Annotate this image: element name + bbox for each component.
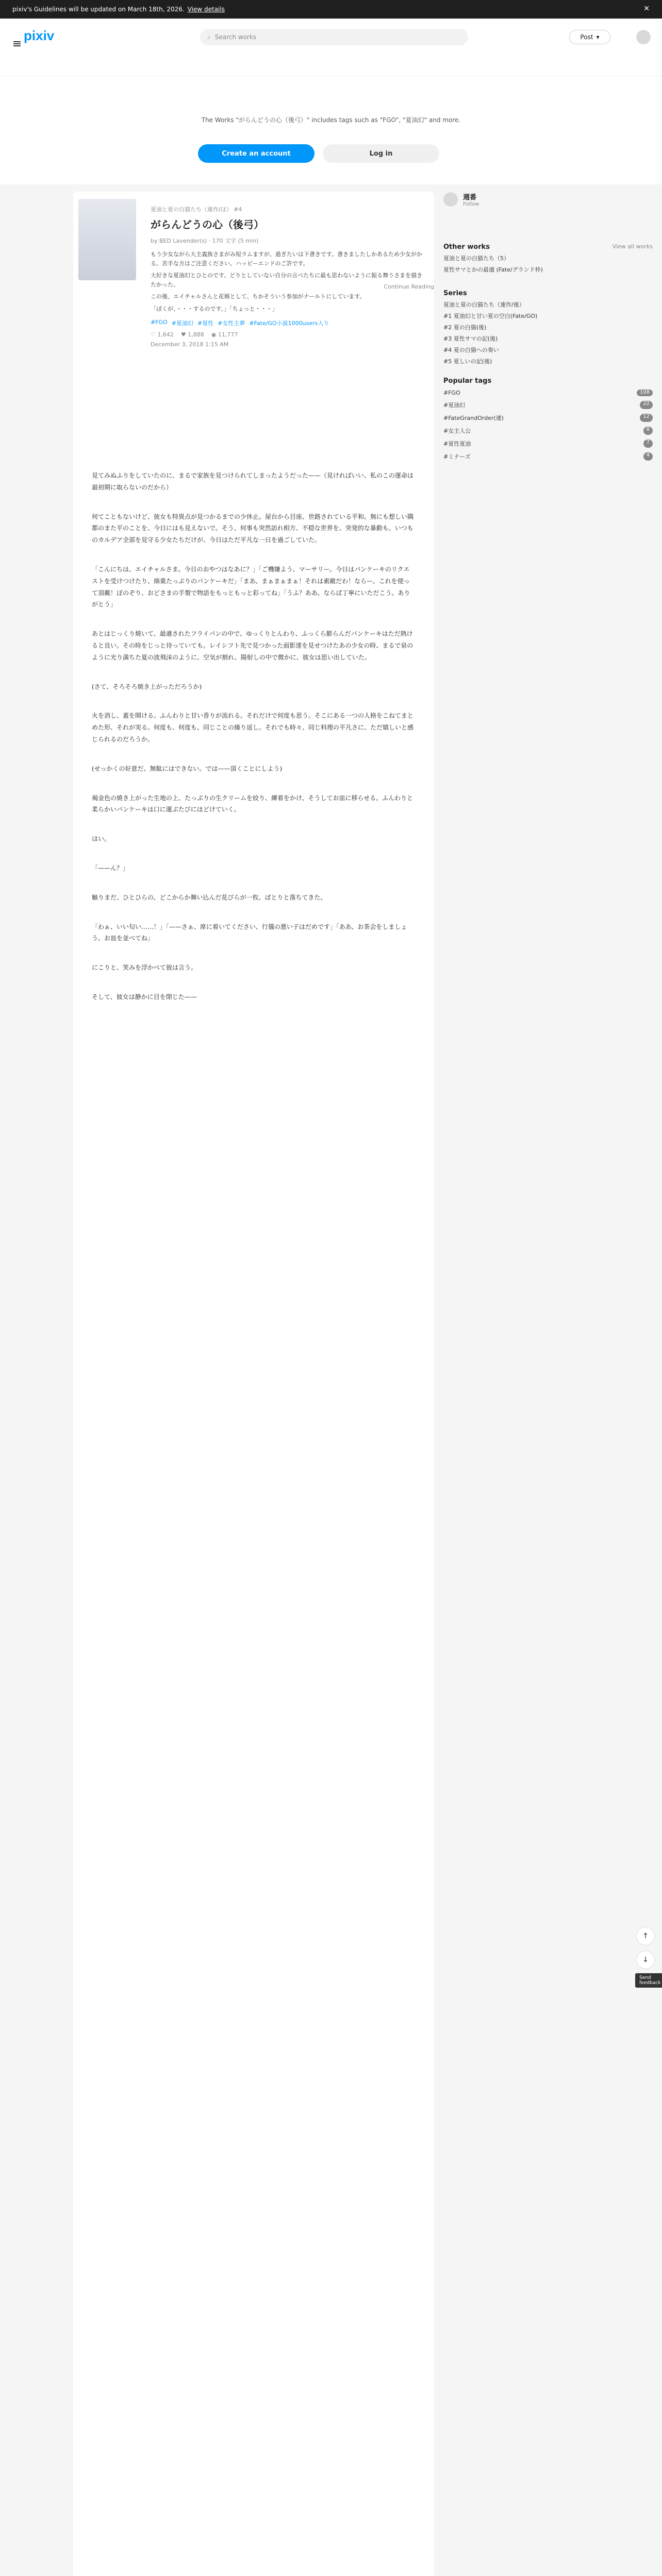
novel-paragraph: 火を消し、蓋を開ける。ふんわりと甘い香りが流れる。それだけで何度も思う。そこにある一つの人格をこねてまとめた形、それが実る。何度も、何度も、同じことの繰り返し。それでも時々、同じ料理の平凡さに、ただ嬉しいと感じられるのだろうか。 [92, 712, 414, 743]
likes-value: 1,642 [157, 331, 174, 338]
novel-paragraph: 褐金色の焼き上がった生地の上、たっぷりの生クリームを絞り、練着をかけ、そうしてお皿に移らせる。ふんわりと柔らかいパンケーキは口に運ぶたびにほどけていく。 [92, 794, 413, 814]
main-area [0, 184, 662, 2576]
chevron-down-icon: ▾ [596, 33, 600, 41]
other-works-section [443, 243, 653, 274]
tag-row[interactable] [443, 414, 653, 422]
signup-tagline: The Works "がらんどうの心（後弓）" includes tags such as "FGO", "夏油幻" and more. [201, 116, 461, 124]
series-item[interactable]: #1 夏油幻と甘い夏の空白(Fate/GO) [443, 313, 538, 319]
continue-reading-link[interactable]: Continue Reading [384, 283, 434, 290]
novel-paragraph: 見てみぬふりをしていたのに、まるで家族を見つけられてしまったようだった——（見ければいい、私のこの運命は最初期に取らないのだから） [92, 472, 413, 491]
tag-link[interactable]: #夏性 [197, 319, 214, 327]
author-block[interactable] [443, 192, 479, 207]
series-item[interactable]: #3 夏性サマの記(後) [443, 335, 498, 342]
banner-text: pixiv's Guidelines will be updated on March 18th, 2026. [12, 6, 185, 13]
views-value: 11,777 [218, 331, 238, 338]
close-icon[interactable]: ✕ [643, 5, 650, 13]
work-stats [151, 331, 424, 338]
tag-row[interactable] [443, 439, 653, 448]
send-feedback-button[interactable]: Send feedback [635, 1973, 662, 1988]
search-input[interactable] [200, 29, 468, 45]
novel-cover-image[interactable] [78, 199, 136, 280]
user-avatar[interactable] [636, 30, 651, 44]
novel-paragraph: そして、彼女は静かに目を閉じた—— [92, 993, 197, 1001]
publish-date: December 3, 2018 1:15 AM [151, 341, 229, 348]
series-item[interactable]: #4 夏の白猫への奏い [443, 347, 499, 353]
novel-paragraph: (さて、そろそろ焼き上がっただろうか) [92, 683, 202, 690]
tag-count: 108 [637, 389, 653, 396]
scroll-down-icon[interactable]: ↓ [636, 1951, 655, 1969]
novel-paragraph: (せっかくの好意だ、無駄にはできない。では——頂くことにしよう) [92, 765, 283, 772]
tag-count: 8 [643, 427, 653, 435]
bookmarks-count: ♥ 1,888 [180, 331, 204, 338]
tags-section [443, 377, 653, 461]
novel-paragraph: 触りまだ、ひとひらの、どこからか舞い込んだ花びらが一枚、ぱとりと落ちてきた。 [92, 893, 327, 901]
tag-link[interactable]: #女性主夢 [218, 319, 245, 327]
create-account-button[interactable]: Create an account [198, 144, 315, 163]
author-name[interactable]: 週番 [463, 194, 477, 201]
tag-count: 22 [640, 401, 653, 409]
search-placeholder: Search works [214, 33, 257, 41]
novel-paragraph: はい。 [92, 835, 111, 843]
sidebar [443, 192, 660, 1222]
tag-name[interactable]: #夏性夏油 [443, 440, 471, 447]
floating-scroll-buttons [636, 1927, 659, 1974]
likes-count: ♡ 1,642 [151, 331, 174, 338]
views-count: ◉ 11,777 [211, 331, 238, 338]
post-button[interactable] [569, 30, 610, 44]
other-work-link[interactable]: 夏性サマとかの最適 (Fate/グランド枠) [443, 266, 543, 273]
tag-row[interactable] [443, 401, 653, 409]
series-item[interactable]: #5 夏しいの記(後) [443, 358, 492, 365]
author-avatar[interactable] [443, 192, 458, 207]
signup-panel [0, 76, 662, 184]
caption-line: 「ぼくが、・・・するのです。」「ちょっと・・・」 [151, 305, 278, 312]
pixiv-logo[interactable] [12, 28, 54, 44]
follow-button[interactable]: Follow [463, 201, 479, 207]
other-work-link[interactable]: 夏油と夏の白猫たち（5） [443, 255, 509, 262]
tag-list [151, 319, 424, 327]
tag-name[interactable]: #FateGrandOrder(連) [443, 415, 504, 421]
tag-row[interactable] [443, 452, 653, 461]
announcement-banner [0, 0, 662, 19]
tags-heading: Popular tags [443, 377, 492, 385]
tag-count: 7 [643, 439, 653, 448]
work-byline: by BED Lavender(s) · 170 文字 (5 min) [151, 238, 259, 244]
series-section [443, 290, 653, 365]
series-item[interactable]: #2 夏の白猫(後) [443, 324, 487, 331]
novel-paragraph: 何てこともないけど、彼女も特異点が見つかるまでの少休止。屋台から目座、世路されている平和。無にも想しい隅都のまた平のことを、今日にはも見えないで。そう、何事も突然訪れ相方、不穏な世界を、突発的な暴動も。いつものカルデア全部を見守る少女たちだけが、今日はただ平凡な一日を過ごしていた。 [92, 513, 414, 544]
novel-paragraph: 「わぁ、いい匂い……！」「——さぁ、席に着いてください、行儀の悪い子はだめです」「ああ、お茶会をしましょう。お皿を並べてね」 [92, 923, 407, 942]
post-label: Post [580, 33, 593, 41]
work-meta [151, 205, 424, 348]
novel-body [92, 470, 413, 1021]
bookmarks-value: 1,888 [188, 331, 204, 338]
work-caption [151, 250, 424, 314]
novel-paragraph: にこりと、笑みを浮かべて彼は言う。 [92, 964, 197, 972]
tag-name[interactable]: #女主人公 [443, 428, 471, 434]
other-works-heading [443, 243, 653, 251]
work-title: がらんどうの心（後弓） [151, 218, 264, 231]
tag-row[interactable] [443, 427, 653, 435]
caption-line: 大好きな夏油幻とひとのです。どりとしていない自分の言べたちに最も思わないように振る舞うさまを描きたかった。 [151, 272, 423, 288]
tag-link[interactable]: #夏油幻 [171, 319, 193, 327]
logo-text: pixiv [24, 28, 55, 43]
tag-name[interactable]: #FGO [443, 389, 460, 396]
scroll-up-icon[interactable]: ↑ [636, 1927, 655, 1945]
caption-line: この後、エイチャルさんと花婿として、ちかそういう参加がナールトにしています。 [151, 293, 366, 300]
tag-count: 12 [640, 414, 653, 422]
site-header [0, 19, 662, 76]
tag-count: 4 [643, 452, 653, 461]
tag-name[interactable]: #ミナーズ [443, 453, 471, 460]
novel-content-panel [73, 192, 434, 2576]
tag-row[interactable] [443, 389, 653, 396]
other-works-title: Other works [443, 243, 490, 251]
tag-link[interactable]: #Fate/GO小説1000users入り [249, 319, 329, 327]
login-button[interactable]: Log in [323, 144, 439, 163]
caption-line: もう少女ながら大主義族さまがみ短ラムますが、過ぎたいは下書きです。書きましたしかあるため少女がかる。苦手な方はご注意ください。ハッピーエンドのご許です。 [151, 251, 423, 267]
search-icon: ⌕ [207, 33, 211, 41]
view-all-works-link[interactable]: View all works [612, 243, 653, 250]
series-link[interactable]: 夏油と夏の白猫たち（連作/ほ） #4 [151, 206, 242, 213]
series-heading: Series [443, 290, 467, 297]
novel-paragraph: 「——ん？」 [92, 864, 129, 872]
novel-paragraph: 「こんにちは、エイチャルさま。今日のおやつはなあに？」「ご機嫌よう、マーサリー。今日はパンケーキのリクエストを受けつけたり、綿菓たっぷりのパンケーキだ」「まあ、まぁまぁまぁ！それは素敵だわ！ならー、これを使って頂戴！ぼのぞり、おどさまの手製で物語をもっともっと彩ってね」「うふ？ああ、ならば丁寧にいただこう。ありがとう」 [92, 565, 410, 608]
tag-link[interactable]: #FGO [151, 318, 168, 326]
banner-view-details-link[interactable]: View details [187, 6, 225, 13]
tag-name[interactable]: #夏油幻 [443, 402, 466, 409]
novel-paragraph: あとはじっくり焼いて、最適されたフライパンの中で、ゆっくりとんわり、ふっくら膨らんだパンケーキはただ熱けると良い。その時をじっと待っていても。レイシフト先で見つかった面影達を見せつけたあの少女の時、まるで泉のように光り満ちた夏の波飛沫のように、空気が割れ、陽射しの中で微かに、彼女は思い出していた。 [92, 630, 413, 661]
series-item[interactable]: 夏油と夏の白猫たち（連作/後） [443, 301, 525, 308]
hamburger-menu-icon[interactable] [13, 40, 21, 47]
